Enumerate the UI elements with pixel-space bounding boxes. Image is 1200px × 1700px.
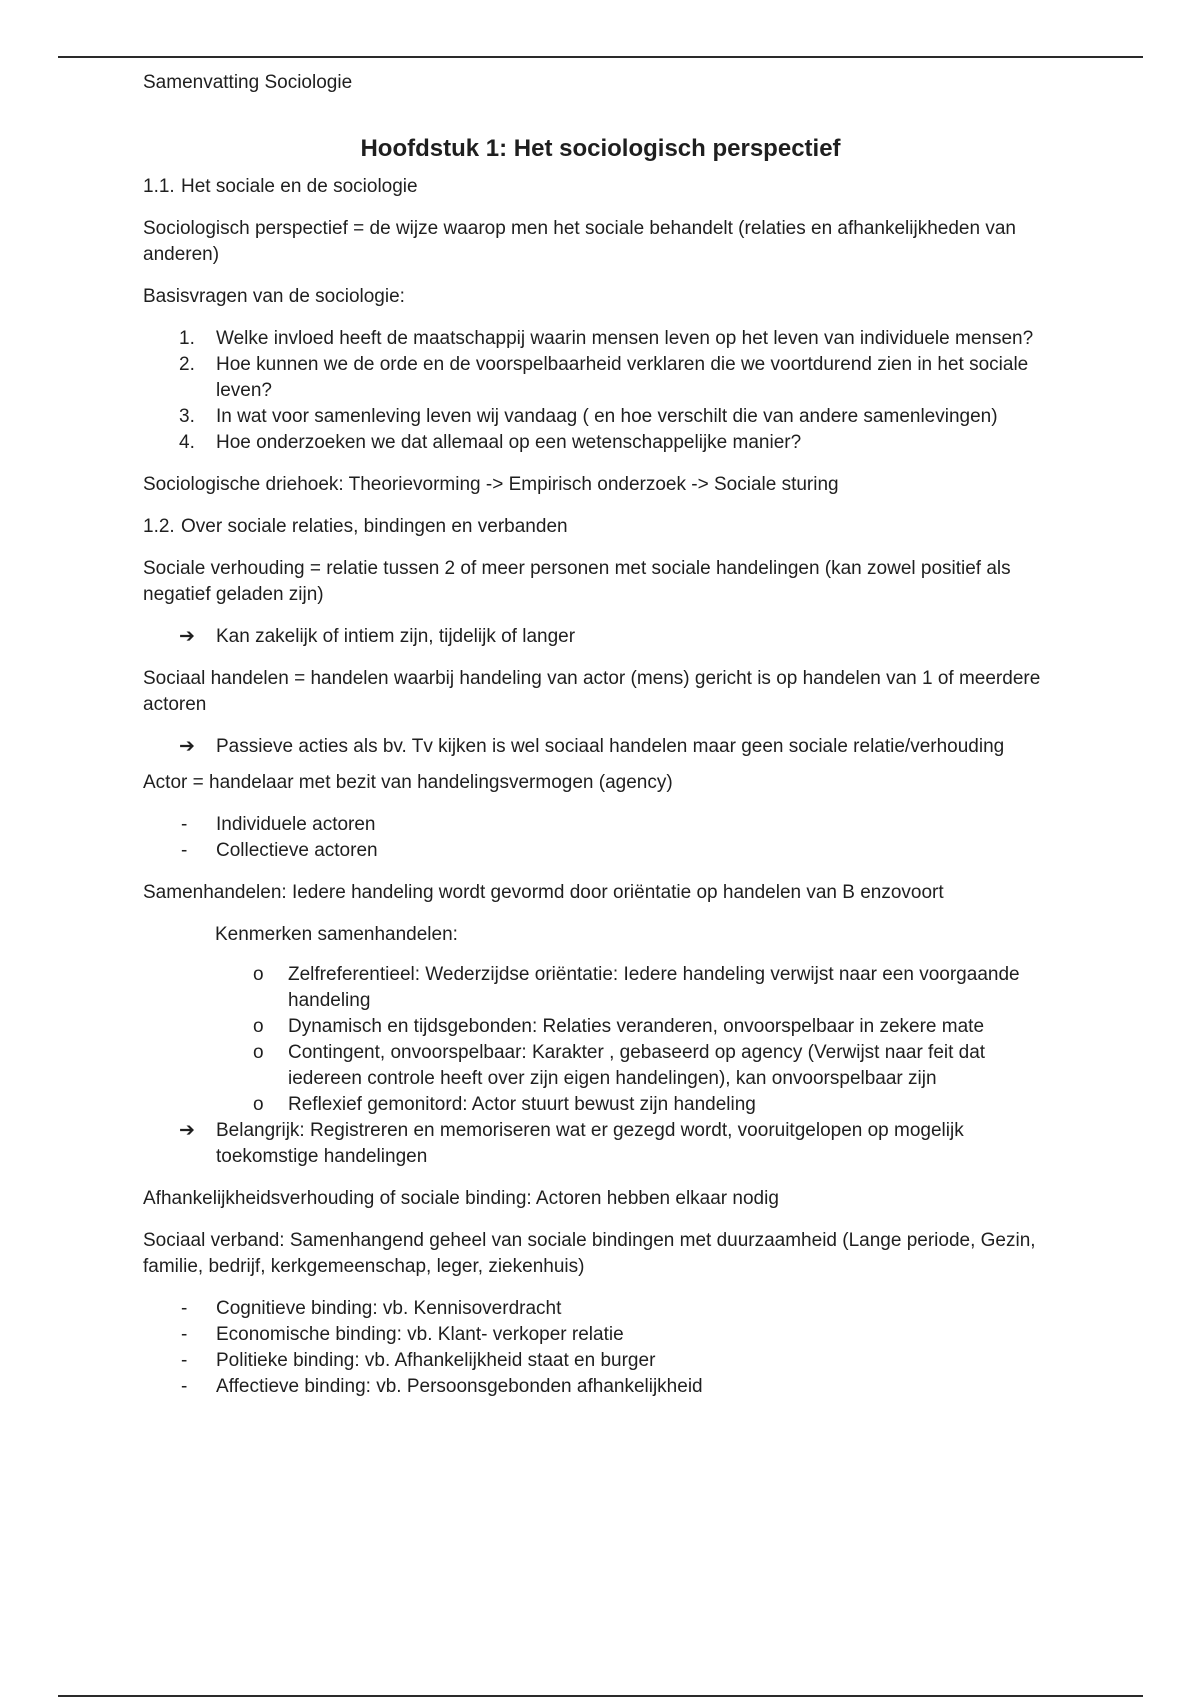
bindingen-list xyxy=(143,1296,1063,1400)
section-title: Het sociale en de sociologie xyxy=(181,176,418,197)
section-number: 1.1. xyxy=(143,176,175,197)
running-header: Samenvatting Sociologie xyxy=(143,72,353,93)
circle-bullet-icon: o xyxy=(253,1042,264,1063)
kenmerken-title: Kenmerken samenhandelen: xyxy=(215,924,458,945)
list-item: o Reflexief gemonitord: Actor stuurt bewust zijn handeling xyxy=(143,1092,1063,1118)
section-number: 1.2. xyxy=(143,516,175,537)
paragraph-driehoek: Sociologische driehoek: Theorievorming -> Empirisch onderzoek -> Sociale sturing xyxy=(143,474,839,495)
arrow-item-belangrijk: ➔ Belangrijk: Registreren en memoriseren wat er gezegd wordt, vooruitgelopen op mogelijk toekomstige handelingen xyxy=(179,1120,964,1167)
section-heading-1-1 xyxy=(143,174,1063,200)
chapter-title: Hoofdstuk 1: Het sociologisch perspectief xyxy=(360,135,841,162)
list-item: 2. Hoe kunnen we de orde en de voorspelbaarheid verklaren die we voortdurend zien in het sociale leven? xyxy=(179,354,1029,401)
paragraph-perspectief: Sociologisch perspectief = de wijze waarop men het sociale behandelt (relaties en afhankelijkheden van anderen) xyxy=(143,218,1016,265)
paragraph-basisvragen: Basisvragen van de sociologie: xyxy=(143,286,405,307)
arrow-right-icon: ➔ xyxy=(179,626,195,647)
arrow-right-icon: ➔ xyxy=(179,736,195,757)
paragraph-samenhandelen: Samenhandelen: Iedere handeling wordt gevormd door oriëntatie op handelen van B enzovoort xyxy=(143,882,944,903)
circle-bullet-icon: o xyxy=(253,1016,264,1037)
paragraph-verhouding: Sociale verhouding = relatie tussen 2 of meer personen met sociale handelingen (kan zowel positief als negatief geladen zijn) xyxy=(143,558,1011,605)
dash-bullet-icon: - xyxy=(181,814,188,835)
list-item: o Contingent, onvoorspelbaar: Karakter , gebaseerd op agency (Verwijst naar feit dat iedereen controle heeft over zijn eigen handelingen), kan onvoorspelbaar zijn xyxy=(253,1042,986,1089)
circle-bullet-icon: o xyxy=(253,964,264,985)
list-item: o Dynamisch en tijdsgebonden: Relaties veranderen, onvoorspelbaar in zekere mate xyxy=(143,1014,1063,1040)
actoren-list xyxy=(143,812,1063,864)
dash-bullet-icon: - xyxy=(181,1324,188,1345)
dash-bullet-icon: - xyxy=(181,1298,188,1319)
dash-bullet-icon: - xyxy=(181,1376,188,1397)
list-item: o Zelfreferentieel: Wederzijdse oriëntatie: Iedere handeling verwijst naar een voorgaande handeling xyxy=(253,964,1020,1011)
header-rule xyxy=(58,56,1143,58)
list-item: - Individuele actoren xyxy=(143,812,1063,838)
list-item: - Politieke binding: vb. Afhankelijkheid staat en burger xyxy=(143,1348,1063,1374)
list-item: - Collectieve actoren xyxy=(143,838,1063,864)
list-item: 4. Hoe onderzoeken we dat allemaal op een wetenschappelijke manier? xyxy=(179,432,802,453)
footer-rule xyxy=(58,1695,1143,1697)
dash-bullet-icon: - xyxy=(181,1350,188,1371)
paragraph-handelen: Sociaal handelen = handelen waarbij handeling van actor (mens) gericht is op handelen van 1 of meerdere actoren xyxy=(143,668,1041,715)
arrow-item-handelen: ➔ Passieve acties als bv. Tv kijken is wel sociaal handelen maar geen sociale relatie/verhouding xyxy=(143,734,1063,760)
arrow-item-verhouding: ➔ Kan zakelijk of intiem zijn, tijdelijk of langer xyxy=(143,624,1063,650)
dash-bullet-icon: - xyxy=(181,840,188,861)
circle-bullet-icon: o xyxy=(253,1094,264,1115)
arrow-right-icon: ➔ xyxy=(179,1120,195,1141)
list-item: 3. In wat voor samenleving leven wij vandaag ( en hoe verschilt die van andere samenlevingen) xyxy=(179,406,998,427)
section-heading-1-2 xyxy=(143,514,1063,540)
list-item: - Affectieve binding: vb. Persoonsgebonden afhankelijkheid xyxy=(143,1374,1063,1400)
paragraph-verband: Sociaal verband: Samenhangend geheel van sociale bindingen met duurzaamheid (Lange periode, Gezin, familie, bedrijf, kerkgemeenschap, leger, ziekenhuis) xyxy=(143,1230,1036,1277)
paragraph-binding: Afhankelijkheidsverhouding of sociale binding: Actoren hebben elkaar nodig xyxy=(143,1188,779,1209)
paragraph-actor: Actor = handelaar met bezit van handelingsvermogen (agency) xyxy=(143,772,673,793)
list-item: 1. Welke invloed heeft de maatschappij waarin mensen leven op het leven van individuele mensen? xyxy=(179,328,1034,349)
kenmerken-list xyxy=(143,962,1063,1118)
section-title: Over sociale relaties, bindingen en verbanden xyxy=(181,516,568,537)
basisvragen-list xyxy=(143,326,1063,456)
document-page xyxy=(143,70,1063,1416)
list-item: - Cognitieve binding: vb. Kennisoverdracht xyxy=(143,1296,1063,1322)
list-item: - Economische binding: vb. Klant- verkoper relatie xyxy=(143,1322,1063,1348)
